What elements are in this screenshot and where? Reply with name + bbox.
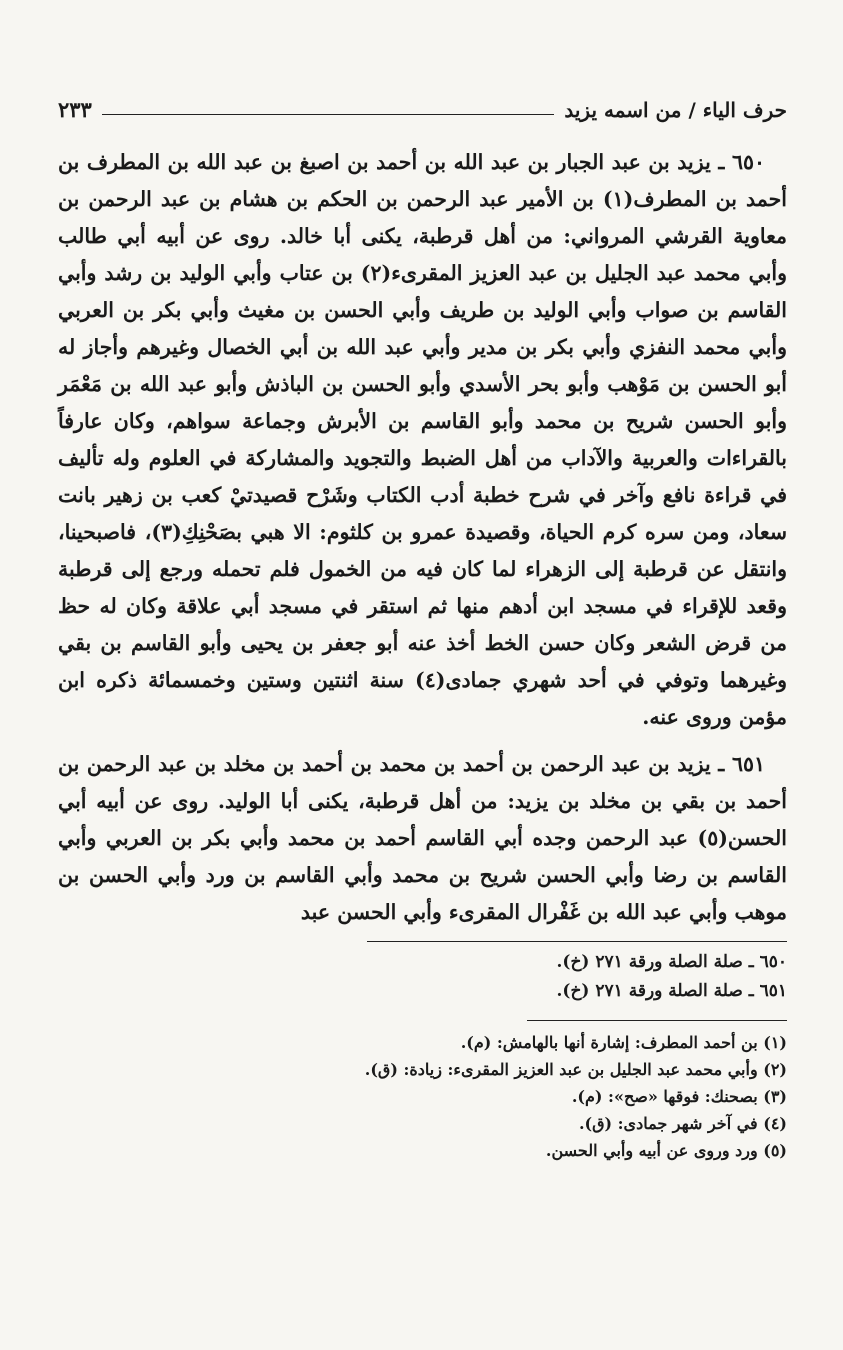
main-text bbox=[58, 144, 787, 931]
footnote-2: (٢) وأبي محمد عبد الجليل بن عبد العزيز المقرىء: زيادة: (ق). bbox=[364, 1060, 787, 1079]
page-number: ٢٣٣ bbox=[58, 97, 92, 122]
footnote-3: (٣) بصحنك: فوقها «صح»: (م). bbox=[571, 1087, 787, 1106]
entry-651: ٦٥١ ـ يزيد بن عبد الرحمن بن أحمد بن محمد بن أحمد بن مخلد بن عبد الرحمن بن أحمد بن بقي بن مخلد بن يزيد: من أهل قرطبة، يكنى أبا الوليد. روى عن أبيه أبي الحسن(٥) عبد الرحمن وجده أبي القاسم أحمد بن محمد وأبي بكر بن العربي وأبي القاسم بن رضا وأبي الحسن شريح بن محمد وأبي القاسم بن ورد وأبي الحسن بن موهب وأبي عبد الله بن غَفْرال المقرىء وأبي الحسن عبد bbox=[58, 752, 787, 924]
footnote-5: (٥) ورد وروى عن أبيه وأبي الحسن. bbox=[545, 1141, 787, 1160]
running-header bbox=[58, 92, 787, 122]
chapter-title: حرف الياء / من اسمه يزيد bbox=[564, 98, 787, 122]
footnote-1: (١) بن أحمد المطرف: إشارة أنها بالهامش: (م). bbox=[460, 1033, 787, 1052]
sources-list bbox=[58, 948, 787, 1006]
header-rule bbox=[102, 114, 555, 115]
sources-rule bbox=[367, 941, 787, 942]
footnotes-rule bbox=[527, 1020, 787, 1021]
source-650: ٦٥٠ ـ صلة الصلة ورقة ٢٧١ (خ). bbox=[556, 952, 787, 972]
footnote-4: (٤) في آخر شهر جمادى: (ق). bbox=[578, 1114, 787, 1133]
footnotes-list bbox=[58, 1029, 787, 1164]
source-651: ٦٥١ ـ صلة الصلة ورقة ٢٧١ (خ). bbox=[556, 981, 787, 1001]
entry-650: ٦٥٠ ـ يزيد بن عبد الجبار بن عبد الله بن أحمد بن اصبغ بن عبد الله بن المطرف بن أحمد بن المطرف(١) بن الأمير عبد الرحمن بن الحكم بن هشام بن عبد الرحمن بن معاوية القرشي المرواني: من أهل قرطبة، يكنى أبا خالد. روى عن أبيه أبي طالب وأبي محمد عبد الجليل بن عبد العزيز المقرىء(٢) بن عتاب وأبي الوليد بن رشد وأبي القاسم بن صواب وأبي الوليد بن طريف وأبي الحسن بن مغيث وأبي بكر بن العربي وأبي محمد النفزي وأبي بكر بن مدير وأبي عبد الله بن أبي الخصال وغيرهم وأجاز له أبو الحسن بن مَوْهب وأبو بحر الأسدي وأبو الحسن بن الباذش وأبو عبد الله بن مَعْمَر وأبو الحسن شريح بن محمد وأبو القاسم بن الأبرش وجماعة سواهم، وكان عارفاً بالقراءات والعربية والآداب من أهل الضبط والتجويد والمشاركة في العلوم وله تأليف في قراءة نافع وآخر في شرح خطبة أدب الكتاب وشَرْح قصيدتيْ كعب بن زهير بانت سعاد، ومن سره كرم الحياة، وقصيدة عمرو بن كلثوم: الا هبي بصَحْنِكِ(٣)، فاصبحينا، وانتقل عن قرطبة إلى الزهراء لما كان فيه من الخمول فلم تحمله ورجع إلى قرطبة وقعد للإقراء في مسجد ابن أدهم منها ثم استقر في مسجد أبي علاقة وكان له حظ من قرض الشعر وكان حسن الخط أخذ عنه أبو جعفر بن يحيى وأبو القاسم بن بقي وغيرهما وتوفي في أحد شهري جمادى(٤) سنة اثنتين وستين وخمسمائة ذكره ابن مؤمن وروى عنه. bbox=[58, 150, 788, 729]
